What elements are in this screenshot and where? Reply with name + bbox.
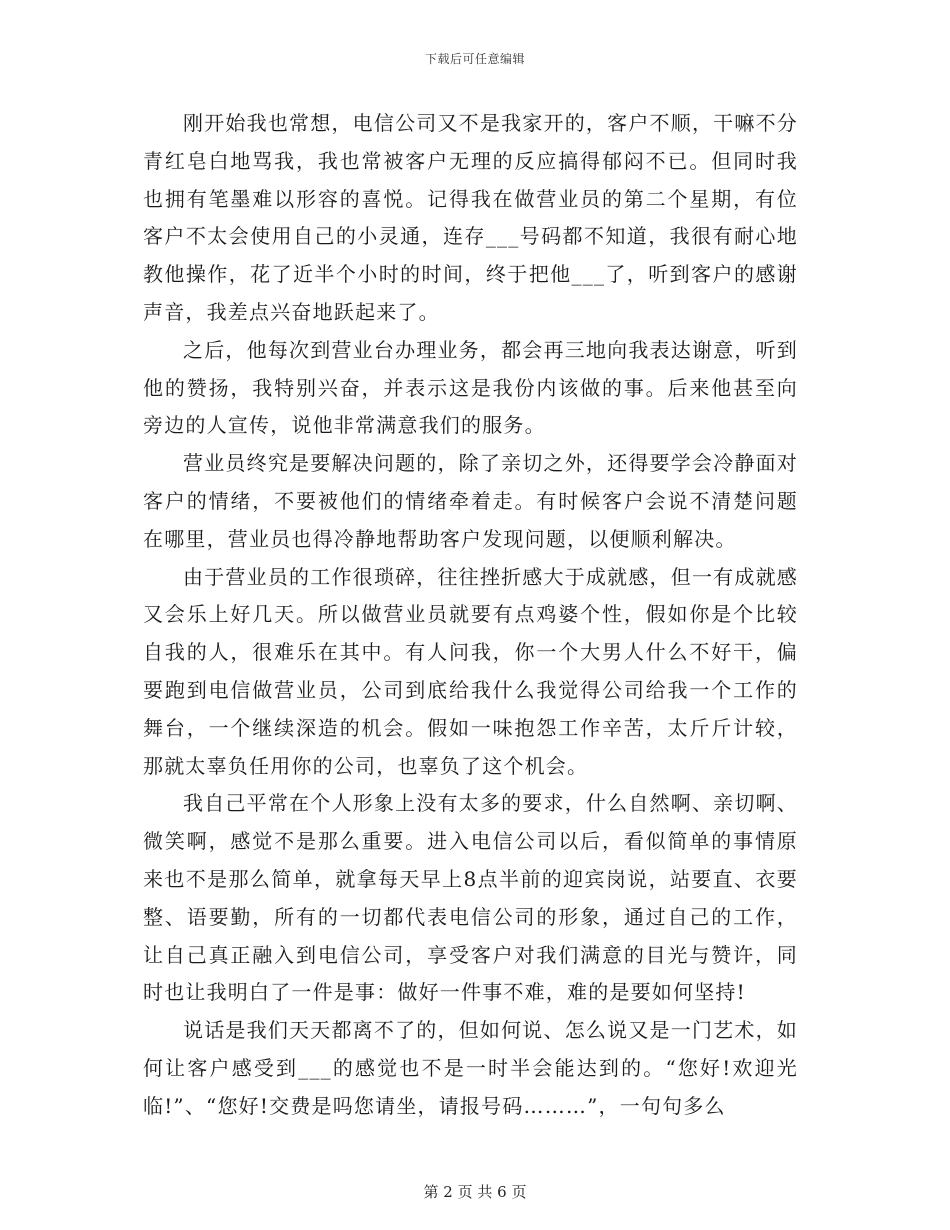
page-number: 第 2 页 共 6 页: [423, 1183, 527, 1201]
page-header-note: 下载后可任意编辑: [424, 52, 525, 66]
paragraph: 营业员终究是要解决问题的，除了亲切之外，还得要学会冷静面对客户的情绪，不要被他们的情绪牵着走。有时候客户会说不清楚问题在哪里，营业员也得冷静地帮助客户发现问题，以便顺利解决。: [143, 451, 798, 551]
paragraph: 刚开始我也常想，电信公司又不是我家开的，客户不顺，干嘛不分青红皂白地骂我，我也常被客户无理的反应搞得郁闷不已。但同时我也拥有笔墨难以形容的喜悦。记得我在做营业员的第二个星期，有位客户不太会使用自己的小灵通，连存___号码都不知道，我很有耐心地教他操作，花了近半个小时的时间，终于把他___了，听到客户的感谢声音，我差点兴奋地跃起来了。: [143, 111, 798, 324]
document-body: [143, 105, 798, 1126]
paragraph: 由于营业员的工作很琐碎，往往挫折感大于成就感，但一有成就感又会乐上好几天。所以做营业员就要有点鸡婆个性，假如你是个比较自我的人，很难乐在其中。有人问我，你一个大男人什么不好干，偏要跑到电信做营业员，公司到底给我什么我觉得公司给我一个工作的舞台，一个继续深造的机会。假如一味抱怨工作辛苦，太斤斤计较，那就太辜负任用你的公司，也辜负了这个机会。: [143, 564, 798, 778]
paragraph: 我自己平常在个人形象上没有太多的要求，什么自然啊、亲切啊、微笑啊，感觉不是那么重要。进入电信公司以后，看似简单的事情原来也不是那么简单，就拿每天早上8点半前的迎宾岗说，站要直、衣要整、语要勤，所有的一切都代表电信公司的形象，通过自己的工作，让自己真正融入到电信公司，享受客户对我们满意的目光与赞许，同时也让我明白了一件是事：做好一件事不难，难的是要如何坚持!: [143, 791, 798, 1005]
paragraph: 之后，他每次到营业台办理业务，都会再三地向我表达谢意，听到他的赞扬，我特别兴奋，并表示这是我份内该做的事。后来他甚至向旁边的人宣传，说他非常满意我们的服务。: [143, 337, 798, 438]
paragraph: 说话是我们天天都离不了的，但如何说、怎么说又是一门艺术，如何让客户感受到___的感觉也不是一时半会能达到的。“您好!欢迎光临!”、“您好!交费是吗您请坐，请报号码………”，一句句多么: [143, 1018, 798, 1118]
